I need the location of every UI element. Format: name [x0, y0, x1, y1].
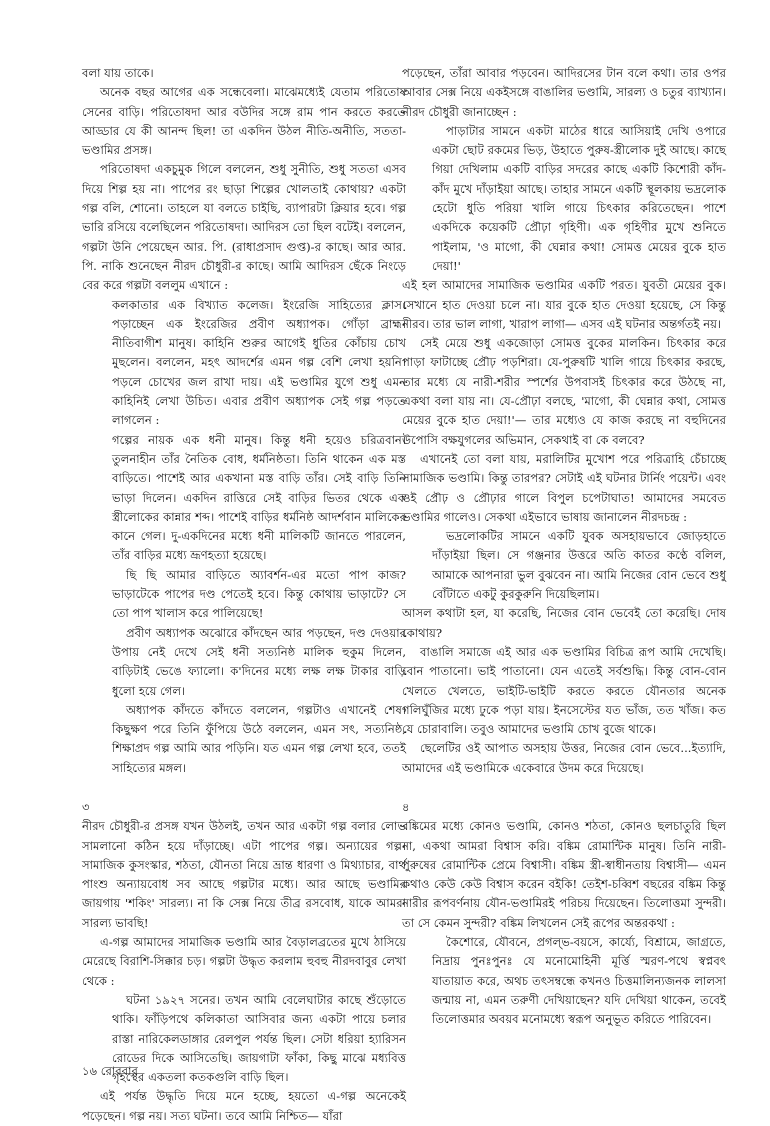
quote-paragraph: ছি ছি আমার বাড়িতে অ্যাবর্শন-এর মতো পাপ কাজ? ভাড়াটেকে পাপের দণ্ড পেতেই হবে। কিন্তু কোথায় ভাড়াটে? সে তো পাপ খালাস করে পালিয়েছে!: [112, 567, 406, 621]
body-paragraph: পড়েছেন, তাঁরা আবার পড়বেন। আদিরসের টান বলে কথা। তার ওপর আবার সেক্স নিয়ে একইসঙ্গে বাঙালির ভণ্ডামি, সারল্য ও চতুর ব্যাখ্যান। নীরদ চৌধুরী জানাচ্ছেন :: [402, 66, 726, 119]
quote-paragraph: পাড়াটার সামনে একটা মাঠের ধারে আসিয়াই দেখি ওপারে একটা ছোট রকমের ভিড়, উহাতে পুরুষ-স্ত্রীলোক দুই আছে। কাছে গিয়া দেখিলাম একটি বাড়ির সদরের কাছে একটি কিশোরী কাঁদ-কাঁদ মুখে দাঁড়াইয়া আছে। তাহার সামনে একটি স্থূলকায় ভদ্রলোক হেটো ধুতি পরিয়া খালি গায়ে চিৎকার করিতেছেন। পাশে একদিকে কয়েকটি প্রৌঢ়া গৃহিণী। এক গৃহিণীর মুখে শুনিতে পাইলাম, 'ও মাগো, কী ঘেন্নার কথা! সোমত্ত মেয়ের বুকে হাত দেয়া!': [432, 123, 726, 273]
right-column: [402, 64, 726, 1030]
quote-paragraph: প্রবীণ অধ্যাপক অঝোরে কাঁদছেন আর পড়ছেন, দণ্ড দেওয়ার উপায় নেই দেখে সেই ধনী সত্যনিষ্ঠ মালিক হুকুম দিলেন, বাড়িটাই ভেঙে ফ্যালো। ক'দিনের মধ্যে লক্ষ লক্ষ টাকার বাড়ি ধুলো হয়ে গেল।: [112, 625, 406, 698]
body-paragraph: এখানেই তো বলা যায়, মরালিটির মুখোশ পরে পরিত্রাহি চেঁচাচ্ছে সামাজিক ভণ্ডামি। কিন্তু তারপর? সেটাই এই ঘটনার টার্নিং পয়েন্ট। এবং ওই প্রৌঢ় ও প্রৌঢ়ার গালে বিপুল চপেটাঘাত! আমাদের সমবেত ভণ্ডামির গালেও। সেকথা এইভাবে ভাষায় জানালেন নীরদচন্দ্র :: [402, 451, 726, 524]
quote-paragraph: কৈশোরে, যৌবনে, প্রগল্ভ-বয়সে, কার্য্যে, বিশ্রামে, জাগ্রতে, নিদ্রায় পুনঃপুনঃ যে মনোমোহিনী মূর্ত্তি স্মরণ-পথে স্বপ্নবৎ যাতায়াত করে, অথচ তৎসম্বন্ধে কখনও চিত্তমালিন্যজনক লালসা জন্মায় না, এমন তরুণী দেখিয়াছেন? যদি দেখিয়া থাকেন, তবেই তিলোত্তমার অবয়ব মনোমধ্যে স্বরূপ অনুভূত করিতে পারিবেন।: [432, 935, 726, 1027]
body-paragraph: আসল কথাটা হল, যা করেছি, নিজের বোন ভেবেই তো করেছি। দোষ কোথায়?: [402, 606, 726, 640]
section-number: ৩: [82, 799, 90, 814]
body-paragraph: বলা যায় তাকে।: [82, 66, 154, 80]
page-folio: ১৬ রোববার: [82, 1064, 138, 1078]
body-paragraph: এ-গল্প আমাদের সামাজিক ভণ্ডামি আর বৈড়ালব্রতের মুখে ঠাসিয়ে মেরেছে বিরাশি-সিক্কার চড়। গল্পটা উদ্ধৃত করলাম হুবহু নীরদবাবুর লেখা থেকে :: [82, 935, 406, 988]
body-paragraph: বঙ্কিমের মধ্যে কোনও ভণ্ডামি, কোনও শঠতা, কোনও ছলচাতুরি ছিল না, একথা আমরা বিশ্বাস করি। বঙ্কিম রোমান্টিক মানুষ। তিনি নারী-পুরুষের রোমান্টিক প্রেমে বিশ্বাসী। বঙ্কিম স্ত্রী-স্বাধীনতায় বিশ্বাসী— এমন কথাও কেউ কেউ বিশ্বাস করেন বইকি! তেইশ-চব্বিশ বছরের বঙ্কিম কিন্তু নারীর রূপবর্ণনায় যৌন-ভণ্ডামিরই পরিচয় দিয়েছেন। তিলোত্তমা সুন্দরী। তা সে কেমন সুন্দরী? বঙ্কিম লিখলেন সেই রূপের অন্তরকথা :: [402, 819, 726, 930]
body-paragraph: সেই মেয়ে শুধু একজোড়া সোমত্ত বুকের মালকিন। চিৎকার করে পাড়া ফাটাচ্ছে প্রৌঢ় পড়শিরা। যে-পুরুষটি খালি গায়ে চিৎকার করছে, তার মধ্যে যে নারী-শরীর স্পর্শের উপবাসই চিৎকার করে উঠছে না, একথা বলা যায় না। যে-প্রৌঢ়া বলছে, 'মাগো, কী ঘেন্নার কথা, সোমত্ত মেয়ের বুকে হাত দেয়া!'— তার মধ্যেও যে কাজ করছে না বহুদিনের উপোসি বক্ষযুগলের অভিমান, সেকথাই বা কে বলবে?: [402, 336, 726, 447]
left-column: [82, 64, 406, 1126]
body-paragraph: এই পর্যন্ত উদ্ধৃতি দিয়ে মনে হচ্ছে, হয়তো এ-গল্প অনেকেই পড়েছেন। গল্প নয়। সত্য ঘটনা। তবে আমি নিশ্চিত— যাঁরা: [82, 1089, 406, 1123]
body-paragraph: ছেলেটির ওই আপাত অসহায় উত্তর, নিজের বোন ভেবে...ইত্যাদি, আমাদের এই ভণ্ডামিকে একেবারে উদম করে দিয়েছে।: [402, 741, 726, 775]
quote-paragraph: ঘটনা ১৯২৭ সনের। তখন আমি বেলেঘাটার কাছে শুঁড়োতে থাকি। ফাঁড়িপথে কলিকাতা আসিবার জন্য একটা পায়ে চলার রাস্তা নারিকেলডাঙ্গার রেলপুল পর্যন্ত ছিল। সেটা ধরিয়া হ্যারিসন রোডের দিকে আসিতেছি। জায়গাটা ফাঁকা, কিছু মাঝে মধ্যবিত্ত গৃহস্থের একতলা কতকগুলি বাড়ি ছিল।: [112, 992, 406, 1085]
quote-paragraph: গল্পের নায়ক এক ধনী মানুষ। কিন্তু ধনী হয়েও চরিত্রবান। তুলনাহীন তাঁর নৈতিক বোধ, ধর্মনিষ্ঠতা। তিনি থাকেন এক মস্ত বাড়িতে। পাশেই আর একখানা মস্ত বাড়ি তাঁর। সেই বাড়ি তিনি ভাড়া দিলেন। একদিন রাত্তিরে সেই বাড়ির ভিতর থেকে এক স্ত্রীলোকের কান্নার শব্দ। পাশেই বাড়ির ধর্মনিষ্ঠ আদর্শবান মালিকের কানে গেল। দু-একদিনের মধ্যে ধনী মালিকটি জানতে পারলেন, তাঁর বাড়ির মধ্যে ভ্রূণহত্যা হয়েছে।: [112, 432, 406, 563]
quote-paragraph: অধ্যাপক কাঁদতে কাঁদতে বললেন, গল্পটাও এখানেই শেষ। কিছুক্ষণ পরে তিনি ফুঁপিয়ে উঠে বললেন, এমন সৎ, সত্যনিষ্ঠ, শিক্ষাপ্রদ গল্প আমি আর পড়িনি। যত এমন গল্প লেখা হবে, ততই সাহিত্যের মঙ্গল।: [112, 702, 406, 775]
quote-paragraph: ভদ্রলোকটির সামনে একটি যুবক অসহায়ভাবে জোড়হাতে দাঁড়াইয়া ছিল। সে গঞ্জনার উত্তরে অতি কাতর কণ্ঠে বলিল, আমাকে আপনারা ভুল বুঝবেন না। আমি নিজের বোন ভেবে শুধু বোঁটাতে একটু কুরকুরুনি দিয়েছিলাম।: [432, 529, 726, 602]
body-paragraph: অনেক বছর আগের এক সন্ধেবেলা। মাঝেমধ্যেই যেতাম পরিতোষ সেনের বাড়ি। পরিতোষদা আর বউদির সঙ্গে রাম পান করতে করতে আড্ডার যে কী আনন্দ ছিল! তা একদিন উঠল নীতি-অনীতি, সততা-ভণ্ডামির প্রসঙ্গ।: [82, 85, 406, 158]
body-paragraph: বাঙালি সমাজে এই আর এক ভণ্ডামির বিচিত্র রূপ আমি দেখেছি। বোন পাতানো। ভাই পাতানো। যেন এতেই সর্বশুদ্ধি। কিন্তু বোন-বোন খেলতে খেলতে, ভাইটি-ভাইটি করতে করতে যৌনতার অনেক গলিঘুঁজির মধ্যে ঢুকে পড়া যায়। ইনসেস্টের যত ভাঁজ, তত খাঁজ। কত যে চোরাবালি। তবুও আমাদের ভণ্ডামি চোখ বুজে থাকে।: [402, 644, 726, 737]
body-paragraph: পরিতোষদা একচুমুক গিলে বললেন, শুধু সুনীতি, শুধু সততা এসব দিয়ে শিল্প হয় না। পাপের রং ছাড়া শিল্পের খোলতাই কোথায়? একটা গল্প বলি, শোনো। তাহলে যা বলতে চাইছি, ব্যাপারটা ক্লিয়ার হবে। গল্প ভারি রসিয়ে বলেছিলেন পরিতোষদা। আদিরস তো ছিল বটেই। বললেন, গল্পটা উনি পেয়েছেন আর. পি. (রাধাপ্রসাদ গুপ্ত)-র কাছে। আর আর. পি. নাকি শুনেছেন নীরদ চৌধুরী-র কাছে। আমি আদিরস ছেঁকে নিংড়ে বের করে গল্পটা বললুম এখানে :: [82, 162, 406, 293]
section-number: ৪: [402, 799, 410, 814]
body-paragraph: এই হল আমাদের সামাজিক ভণ্ডামির একটি পরত। যুবতী মেয়ের বুক। সেখানে হাত দেওয়া চলে না। যার বুকে হাত দেওয়া হয়েছে, সে কিন্তু নীরব। তার ভাল লাগা, খারাপ লাগা— এসব এই ঘটনার অন্তর্গতই নয়।: [402, 278, 726, 331]
body-paragraph: নীরদ চৌধুরী-র প্রসঙ্গ যখন উঠলই, তখন আর একটা গল্প বলার লোভ সামলানো কঠিন হয়ে দাঁড়াচ্ছে। এটা পাপের গল্প। অন্যায়ের গল্প। সামাজিক কুসংস্কার, শঠতা, যৌনতা নিয়ে ভ্রান্ত ধারণা ও মিথ্যাচার, বার্থ পাংশু অন্যায়বোধ সব আছে গল্পটার মধ্যে। আর আছে ভণ্ডামির জায়গায় 'শকিং' সারল্য। না কি সেক্স নিয়ে তীব্র রসবোধ, যাকে আমরা সারল্য ভাবছি!: [82, 819, 406, 930]
quote-paragraph: কলকাতার এক বিখ্যাত কলেজ। ইংরেজি সাহিত্যের ক্লাস। পড়াচ্ছেন এক ইংরেজির প্রবীণ অধ্যাপক। গোঁড়া ব্রাহ্ম। নীতিবাগীশ মানুষ। কাহিনি শুরুর আগেই ধুতির কোঁচায় চোখ মুছলেন। বললেন, মহৎ আদর্শের এমন গল্প বেশি লেখা হয়নি। পড়লে চোখের জল রাখা দায়। এই ভণ্ডামির যুগে শুধু এমন কাহিনিই লেখা উচিত। এবার প্রবীণ অধ্যাপক সেই গল্প পড়তে লাগলেন :: [112, 297, 406, 428]
